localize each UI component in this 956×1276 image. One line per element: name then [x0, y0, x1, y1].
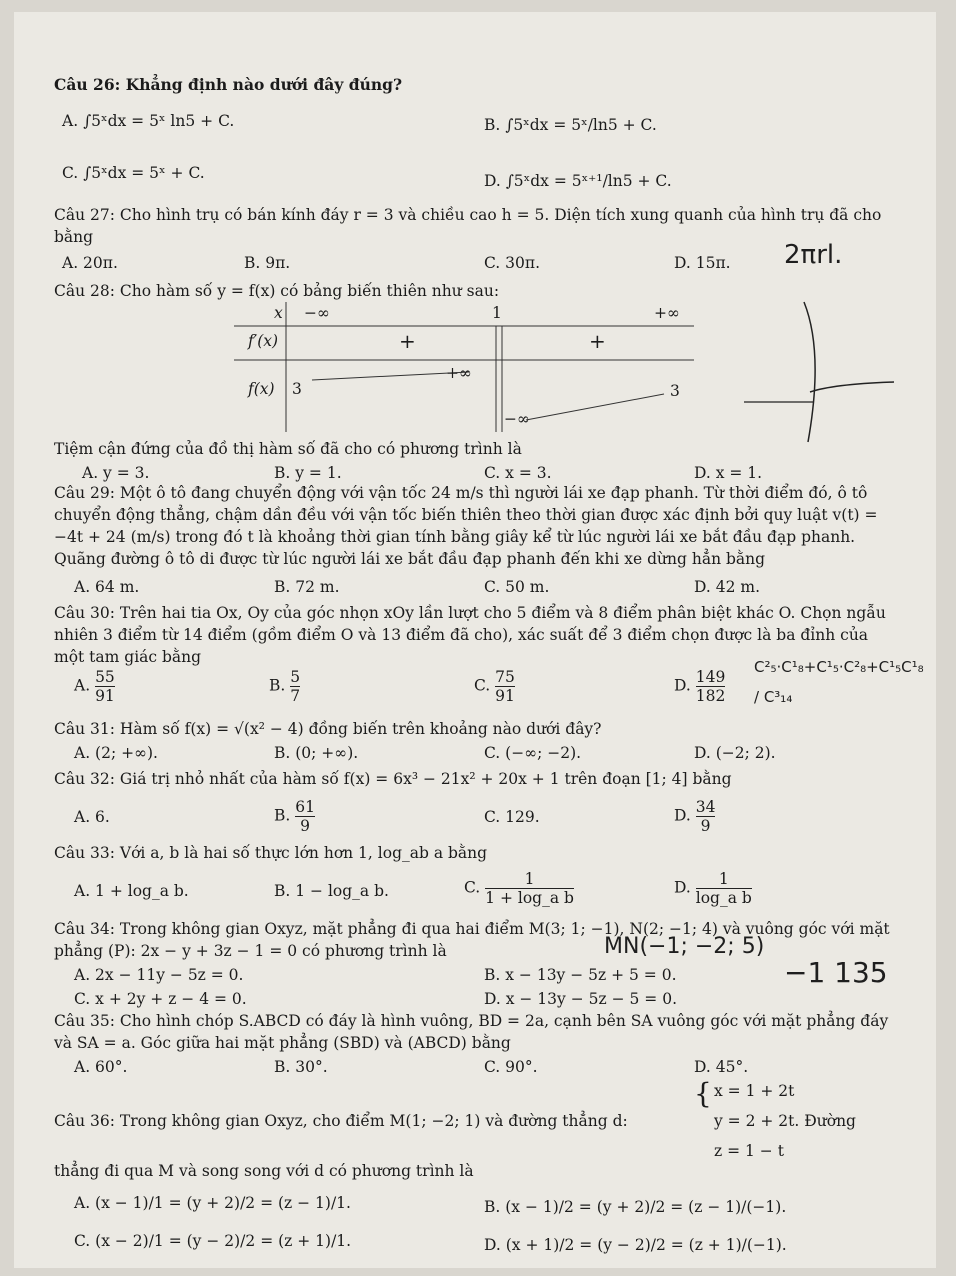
table-fprime-sign-1: +: [399, 329, 416, 353]
table-f-label: f(x): [248, 380, 275, 398]
q34-handwriting-num: −1 135: [784, 956, 888, 989]
table-f-val-right: 3: [670, 382, 680, 400]
q32-option-a: A. 6.: [74, 808, 110, 826]
q32-option-d: D. $\frac{34}{9}$: [674, 798, 716, 835]
q27-stem: Câu 27: Cho hình trụ có bán kính đáy r = 3 và chiều cao h = 5. Diện tích xung quanh của hình trụ đã cho bằng: [54, 206, 882, 246]
q26-option-b: B. ∫5ˣdx = 5ˣ/ln5 + C.: [484, 116, 657, 134]
q31-option-d: D. (−2; 2).: [694, 744, 776, 762]
q34-stem: Câu 34: Trong không gian Oxyz, mặt phẳng đi qua hai điểm M(3; 1; −1), N(2; −1; 4) và vuông góc với mặt phẳng (P): 2x − y + 3z − 1 = 0 có phương trình là: [54, 920, 890, 960]
exam-page: [14, 12, 936, 1268]
table-fprime-sign-2: +: [589, 329, 606, 353]
q34-option-a: A. 2x − 11y − 5z = 0.: [74, 966, 244, 984]
q34-option-d: D. x − 13y − 5z − 5 = 0.: [484, 990, 677, 1008]
q27-option-a: A. 20π.: [62, 254, 118, 272]
q29-option-d: D. 42 m.: [694, 578, 761, 596]
q30-option-a: A. $\frac{55}{91}$: [74, 668, 115, 705]
q35-option-a: A. 60°.: [74, 1058, 128, 1076]
table-x-plus-inf: +∞: [654, 304, 680, 322]
q34-option-b: B. x − 13y − 5z + 5 = 0.: [484, 966, 677, 984]
q28-option-d: D. x = 1.: [694, 464, 763, 482]
table-f-val-left: 3: [292, 380, 302, 398]
q29-option-c: C. 50 m.: [484, 578, 550, 596]
q27-option-c: C. 30π.: [484, 254, 540, 272]
q29-option-a: A. 64 m.: [74, 578, 140, 596]
q36-option-b: B. (x − 1)/2 = (y + 2)/2 = (z − 1)/(−1).: [484, 1198, 787, 1216]
q26-option-d: D. ∫5ˣdx = 5ˣ⁺¹/ln5 + C.: [484, 172, 672, 190]
q36-option-c: C. (x − 2)/1 = (y − 2)/2 = (z + 1)/1.: [74, 1232, 352, 1250]
q35-option-b: B. 30°.: [274, 1058, 328, 1076]
q36-system-line-3: z = 1 − t: [714, 1142, 784, 1160]
q33-stem: Câu 33: Với a, b là hai số thực lớn hơn 1, log_ab a bằng: [54, 844, 488, 862]
q30-option-d: D. $\frac{149}{182}$: [674, 668, 726, 705]
q31-option-c: C. (−∞; −2).: [484, 744, 582, 762]
table-x-one: 1: [492, 304, 502, 322]
table-f-val-plusinf: +∞: [446, 364, 472, 382]
q27-handwriting: 2πrl.: [784, 240, 843, 270]
table-x-minus-inf: −∞: [304, 304, 330, 322]
q32-option-b: B. $\frac{61}{9}$: [274, 798, 315, 835]
q36-system-line-1: x = 1 + 2t: [714, 1082, 795, 1100]
q32-stem: Câu 32: Giá trị nhỏ nhất của hàm số f(x) = 6x³ − 21x² + 20x + 1 trên đoạn [1; 4] bằng: [54, 770, 732, 788]
q31-stem: Câu 31: Hàm số f(x) = √(x² − 4) đồng biến trên khoảng nào dưới đây?: [54, 720, 602, 738]
q35-option-c: C. 90°.: [484, 1058, 538, 1076]
q32-option-c: C. 129.: [484, 808, 540, 826]
q27-option-d: D. 15π.: [674, 254, 731, 272]
q28-option-c: C. x = 3.: [484, 464, 552, 482]
table-f-val-minusinf: −∞: [504, 410, 530, 428]
q35-option-d: D. 45°.: [694, 1058, 749, 1076]
q34-handwriting-mn: MN(−1; −2; 5): [604, 934, 765, 959]
table-x-label: x: [274, 304, 283, 322]
q36-system-line-2: y = 2 + 2t. Đường: [714, 1112, 856, 1130]
q36-option-d: D. (x + 1)/2 = (y − 2)/2 = (z + 1)/(−1).: [484, 1236, 787, 1254]
q29-option-b: B. 72 m.: [274, 578, 340, 596]
q28-stem: Câu 28: Cho hàm số y = f(x) có bảng biến thiên như sau:: [54, 282, 500, 300]
q33-option-d: D. $\frac{1}{\text{log\_a b}}$: [674, 870, 752, 907]
q28-question: Tiệm cận đứng của đồ thị hàm số đã cho có phương trình là: [54, 440, 522, 458]
q36-option-a: A. (x − 1)/1 = (y + 2)/2 = (z − 1)/1.: [74, 1194, 351, 1212]
q28-option-b: B. y = 1.: [274, 464, 342, 482]
q30-stem: Câu 30: Trên hai tia Ox, Oy của góc nhọn xOy lần lượt cho 5 điểm và 8 điểm phân biệt khác O. Chọn ngẫu nhiên 3 điểm từ 14 điểm (gồm điểm O và 13 điểm đã cho), xác suất để 3 điểm chọn được là ba đỉnh của một tam giác bằng: [54, 604, 886, 666]
q26-stem: Câu 26: Khẳng định nào dưới đây đúng?: [54, 75, 403, 94]
q36-stem: Câu 36: Trong không gian Oxyz, cho điểm M(1; −2; 1) và đường thẳng d:: [54, 1112, 628, 1130]
q34-option-c: C. x + 2y + z − 4 = 0.: [74, 990, 247, 1008]
q27-option-b: B. 9π.: [244, 254, 291, 272]
q31-option-a: A. (2; +∞).: [74, 744, 158, 762]
q30-option-b: B. $\frac{5}{7}$: [269, 668, 301, 705]
q36-tail: thẳng đi qua M và song song với d có phương trình là: [54, 1162, 474, 1180]
q33-option-b: B. 1 − log_a b.: [274, 882, 389, 900]
q26-option-c: C. ∫5ˣdx = 5ˣ + C.: [62, 164, 205, 182]
q30-handwriting: C²₅·C¹₈+C¹₅·C²₈+C¹₅C¹₈ / C³₁₄: [754, 658, 924, 706]
q28-option-a: A. y = 3.: [82, 464, 150, 482]
q26-option-a: A. ∫5ˣdx = 5ˣ ln5 + C.: [62, 112, 235, 130]
q33-option-c: C. $\frac{1}{\text{1 + log\_a b}}$: [464, 870, 574, 907]
q29-stem: Câu 29: Một ô tô đang chuyển động với vận tốc 24 m/s thì người lái xe đạp phanh. Từ thời điểm đó, ô tô chuyển động thẳng, chậm dần đều với vận tốc biến thiên theo thời gian được xác định bởi quy luật v(t) = −4t + 24 (m/s) trong đó t là khoảng thời gian tính bằng giây kể từ lúc người lái xe bắt đầu đạp phanh. Quãng đường ô tô di được từ lúc người lái xe bắt đầu đạp phanh đến khi xe dừng hẳn bằng: [54, 484, 878, 568]
q30-option-c: C. $\frac{75}{91}$: [474, 668, 515, 705]
q31-option-b: B. (0; +∞).: [274, 744, 359, 762]
q36-system-brace: {: [694, 1077, 712, 1110]
q35-stem: Câu 35: Cho hình chóp S.ABCD có đáy là hình vuông, BD = 2a, cạnh bên SA vuông góc với mặt phẳng đáy và SA = a. Góc giữa hai mặt phẳng (SBD) và (ABCD) bằng: [54, 1012, 889, 1052]
table-fprime-label: f′(x): [248, 332, 279, 350]
q33-option-a: A. 1 + log_a b.: [74, 882, 189, 900]
hand-sketch-graph: [744, 292, 904, 462]
